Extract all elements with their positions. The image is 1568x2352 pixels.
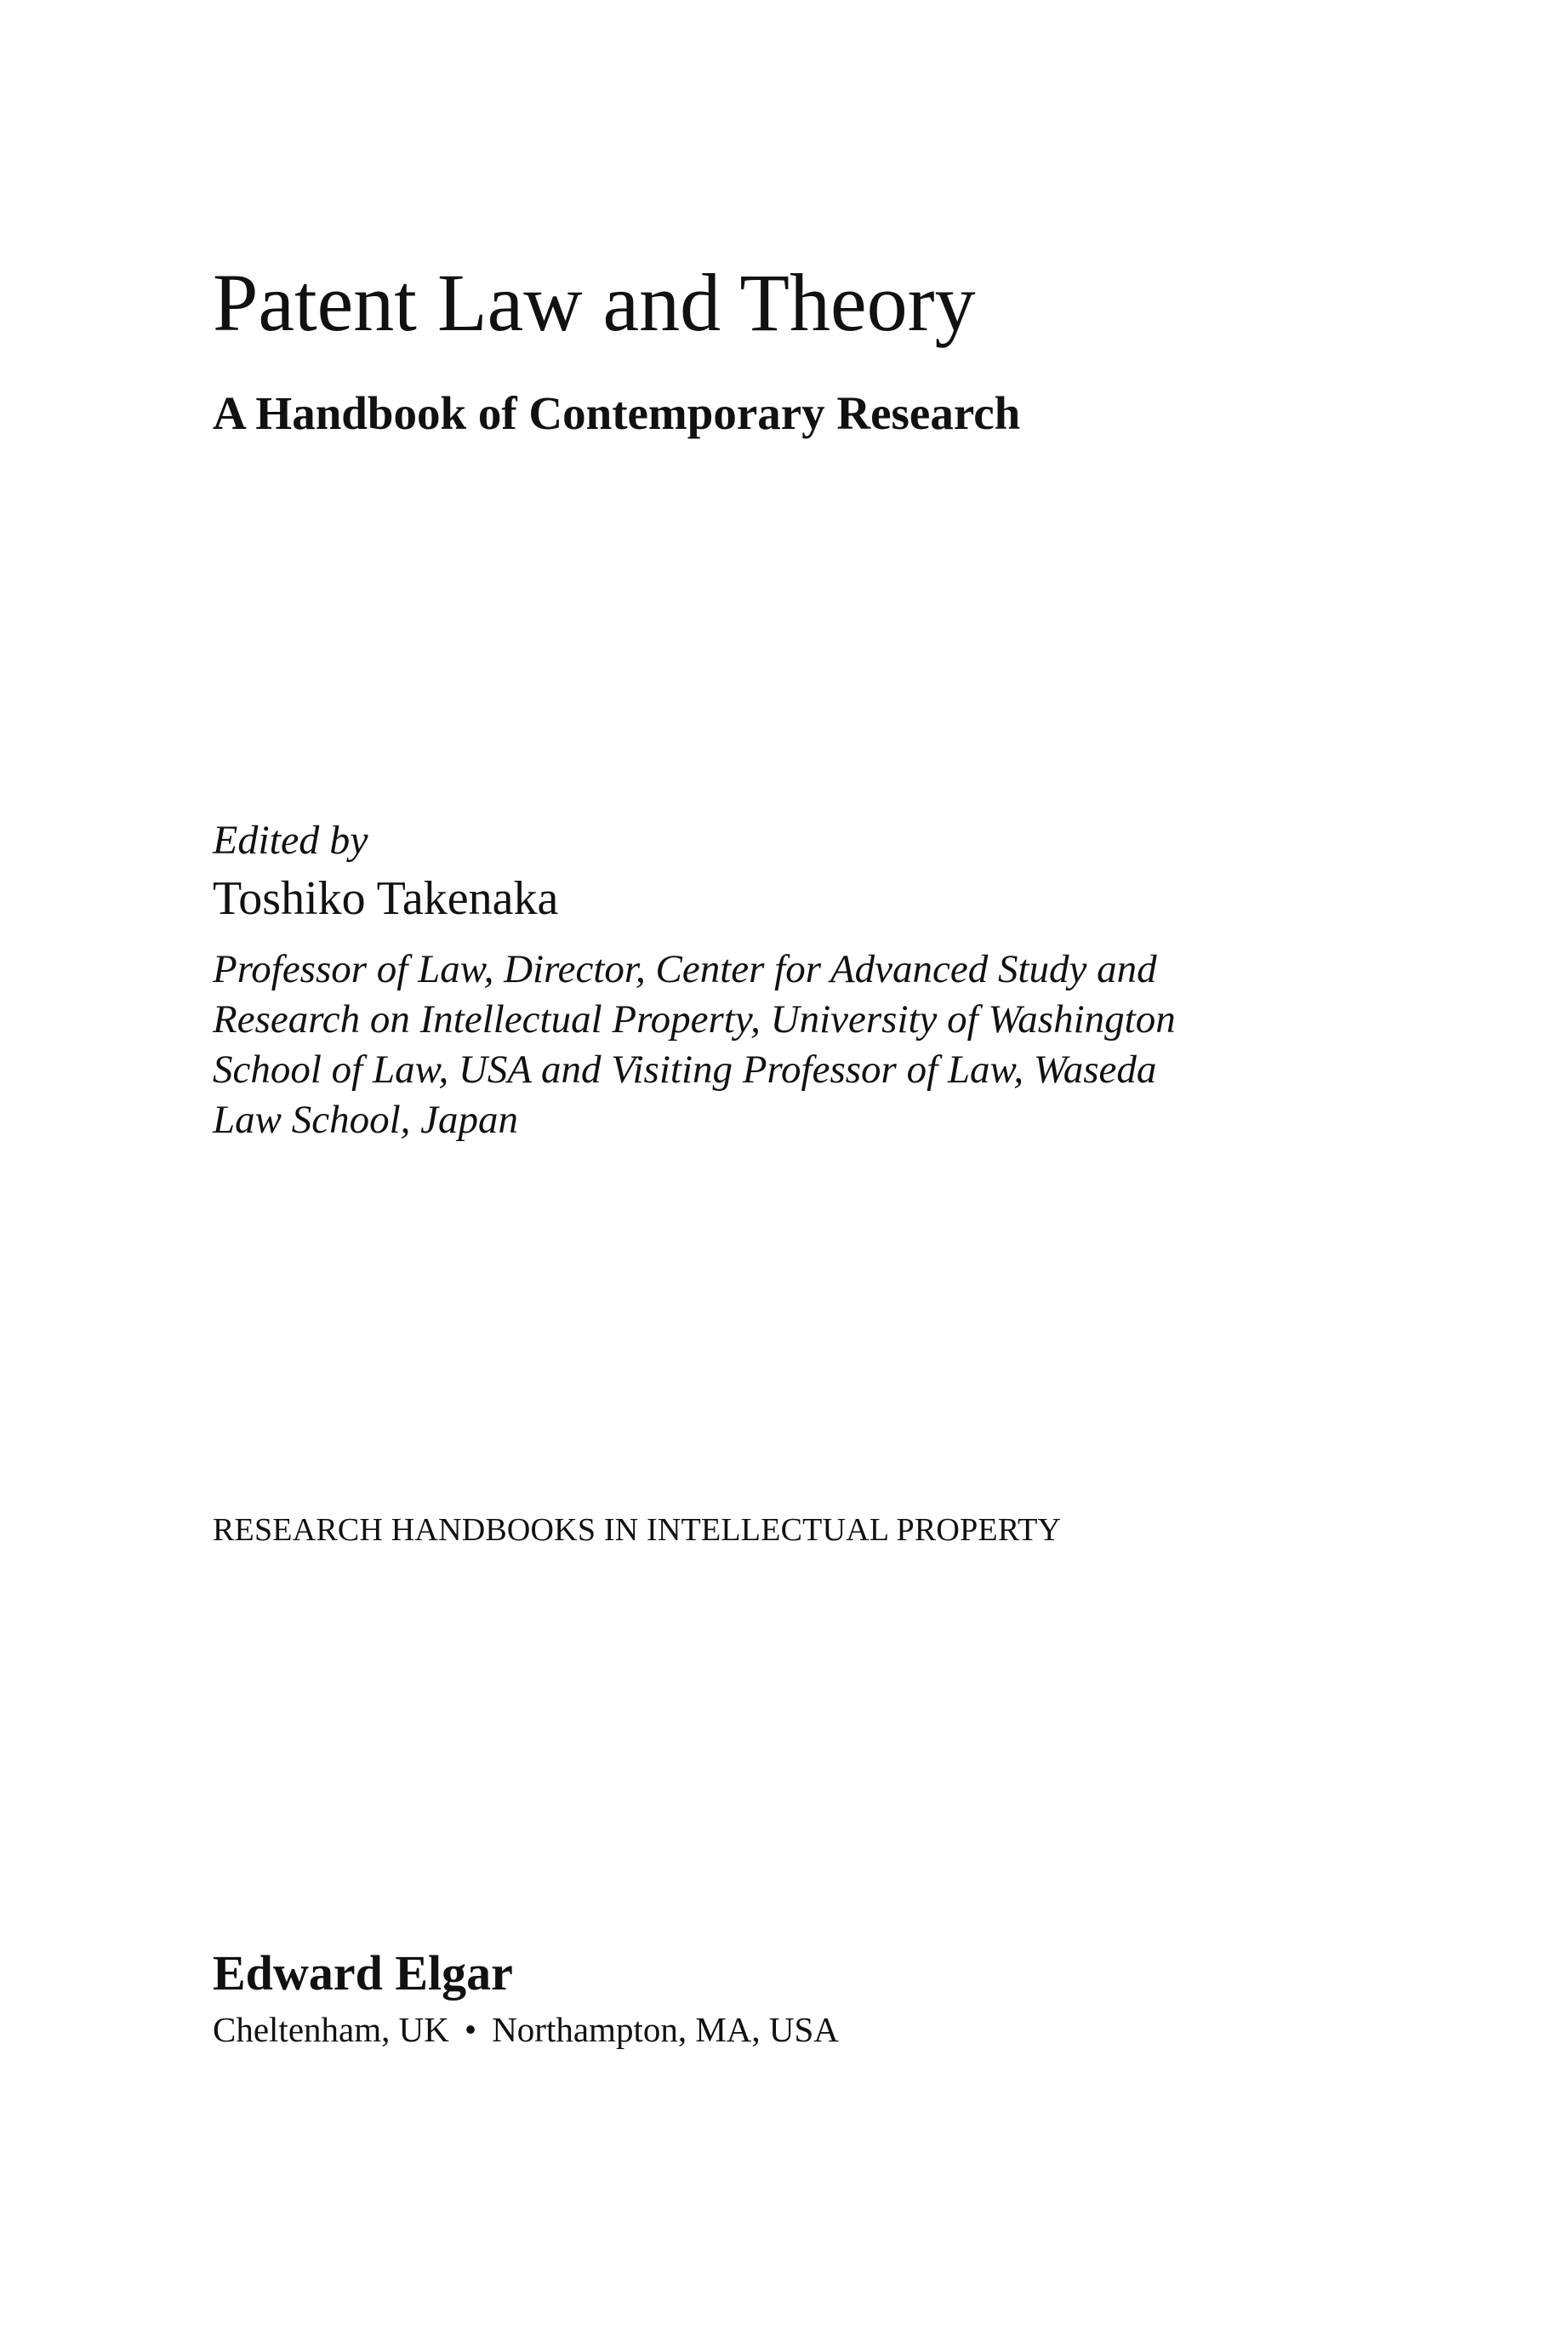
book-title: Patent Law and Theory <box>213 257 976 348</box>
series-name: RESEARCH HANDBOOKS IN INTELLECTUAL PROPERTY <box>213 1512 1062 1548</box>
affiliation-line: Law School, Japan <box>213 1098 519 1142</box>
publisher-location-uk: Cheltenham, UK <box>213 2010 449 2049</box>
book-subtitle: A Handbook of Contemporary Research <box>213 387 1021 439</box>
edited-by-label: Edited by <box>213 818 368 863</box>
bullet-separator: • <box>464 2010 477 2049</box>
publisher-name: Edward Elgar <box>213 1945 513 2001</box>
editor-affiliation <box>213 945 1176 1145</box>
affiliation-line: Research on Intellectual Property, University of Washington <box>213 997 1176 1042</box>
publisher-locations <box>213 2012 839 2047</box>
editor-name: Toshiko Takenaka <box>213 872 559 925</box>
publisher-location-usa: Northampton, MA, USA <box>492 2010 839 2049</box>
affiliation-line: Professor of Law, Director, Center for Advanced Study and <box>213 947 1157 991</box>
affiliation-line: School of Law, USA and Visiting Professor of Law, Waseda <box>213 1048 1157 1092</box>
